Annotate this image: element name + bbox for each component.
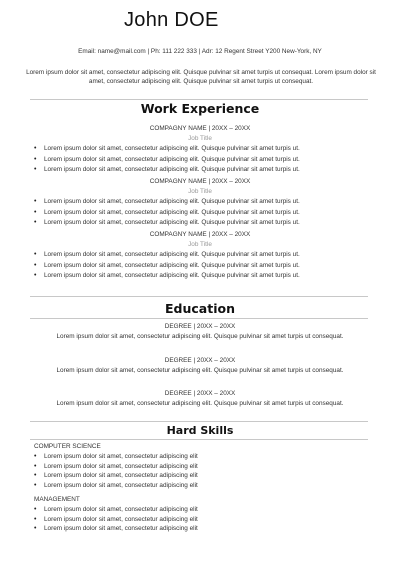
degree-description: Lorem ipsum dolor sit amet, consectetur adipiscing elit. Quisque pulvinar sit amet turpis ut consequat. — [56, 367, 344, 374]
job-bullet: • Lorem ipsum dolor sit amet, consectetur adipiscing elit. Quisque pulvinar sit amet turpis ut. — [0, 144, 400, 155]
job-title: Job Title — [188, 135, 212, 142]
name-heading: John DOE — [124, 9, 219, 31]
divider — [30, 439, 368, 440]
skill-bullets — [0, 505, 400, 534]
job-bullets — [0, 197, 400, 229]
job-company: COMPAGNY NAME | 20XX – 20XX — [149, 125, 251, 132]
contact-line: Email: name@mail.com | Ph: 111 222 333 | Adr: 12 Regent Street Y200 New-York, NY — [78, 48, 322, 55]
skill-bullet: • Lorem ipsum dolor sit amet, consectetur adipiscing elit — [0, 471, 400, 481]
job-entry — [0, 230, 400, 282]
job-bullet: • Lorem ipsum dolor sit amet, consectetur adipiscing elit. Quisque pulvinar sit amet turpis ut. — [0, 261, 400, 272]
skill-bullet: • Lorem ipsum dolor sit amet, consectetur adipiscing elit — [0, 481, 400, 491]
skill-bullet: • Lorem ipsum dolor sit amet, consectetur adipiscing elit — [0, 452, 400, 462]
work-experience-heading: Work Experience — [140, 101, 260, 116]
skill-bullets — [0, 452, 400, 490]
education-heading: Education — [165, 301, 235, 316]
divider — [30, 296, 368, 297]
job-entry — [0, 124, 400, 176]
job-bullet: • Lorem ipsum dolor sit amet, consectetur adipiscing elit. Quisque pulvinar sit amet turpis ut. — [0, 197, 400, 208]
skill-bullet: • Lorem ipsum dolor sit amet, consectetur adipiscing elit — [0, 524, 400, 534]
skill-bullet: • Lorem ipsum dolor sit amet, consectetur adipiscing elit — [0, 505, 400, 515]
job-bullet: • Lorem ipsum dolor sit amet, consectetur adipiscing elit. Quisque pulvinar sit amet turpis ut. — [0, 208, 400, 219]
job-bullet: • Lorem ipsum dolor sit amet, consectetur adipiscing elit. Quisque pulvinar sit amet turpis ut. — [0, 165, 400, 176]
education-entry — [0, 322, 400, 341]
degree-line: DEGREE | 20XX – 20XX — [164, 357, 236, 364]
hard-skills-heading: Hard Skills — [166, 424, 234, 437]
divider — [30, 318, 368, 319]
job-entry — [0, 177, 400, 229]
job-bullet: • Lorem ipsum dolor sit amet, consectetur adipiscing elit. Quisque pulvinar sit amet turpis ut. — [0, 271, 400, 282]
skill-bullet: • Lorem ipsum dolor sit amet, consectetur adipiscing elit — [0, 515, 400, 525]
degree-line: DEGREE | 20XX – 20XX — [164, 390, 236, 397]
degree-description: Lorem ipsum dolor sit amet, consectetur adipiscing elit. Quisque pulvinar sit amet turpis ut consequat. — [56, 333, 344, 340]
job-bullet: • Lorem ipsum dolor sit amet, consectetur adipiscing elit. Quisque pulvinar sit amet turpis ut. — [0, 155, 400, 166]
divider — [30, 421, 368, 422]
skill-group — [0, 495, 400, 534]
divider — [30, 99, 368, 100]
education-entry — [0, 389, 400, 408]
job-bullets — [0, 144, 400, 176]
job-title: Job Title — [188, 188, 212, 195]
education-entry — [0, 356, 400, 375]
job-bullets — [0, 250, 400, 282]
job-bullet: • Lorem ipsum dolor sit amet, consectetur adipiscing elit. Quisque pulvinar sit amet turpis ut. — [0, 250, 400, 261]
skill-bullet: • Lorem ipsum dolor sit amet, consectetur adipiscing elit — [0, 462, 400, 472]
skill-group-title: MANAGEMENT — [34, 496, 80, 503]
job-company: COMPAGNY NAME | 20XX – 20XX — [149, 178, 251, 185]
job-title: Job Title — [188, 241, 212, 248]
degree-description: Lorem ipsum dolor sit amet, consectetur adipiscing elit. Quisque pulvinar sit amet turpis ut consequat. — [56, 400, 344, 407]
job-company: COMPAGNY NAME | 20XX – 20XX — [149, 231, 251, 238]
summary-paragraph: Lorem ipsum dolor sit amet, consectetur adipiscing elit. Quisque pulvinar sit amet turpis ut consequat. Lorem ipsum dolor sit amet, consectetur adipiscing elit. Quisque pulvinar sit amet turpis ut consequat. — [26, 69, 376, 85]
skill-group — [0, 442, 400, 490]
skill-group-title: COMPUTER SCIENCE — [34, 443, 101, 450]
job-bullet: • Lorem ipsum dolor sit amet, consectetur adipiscing elit. Quisque pulvinar sit amet turpis ut. — [0, 218, 400, 229]
degree-line: DEGREE | 20XX – 20XX — [164, 323, 236, 330]
